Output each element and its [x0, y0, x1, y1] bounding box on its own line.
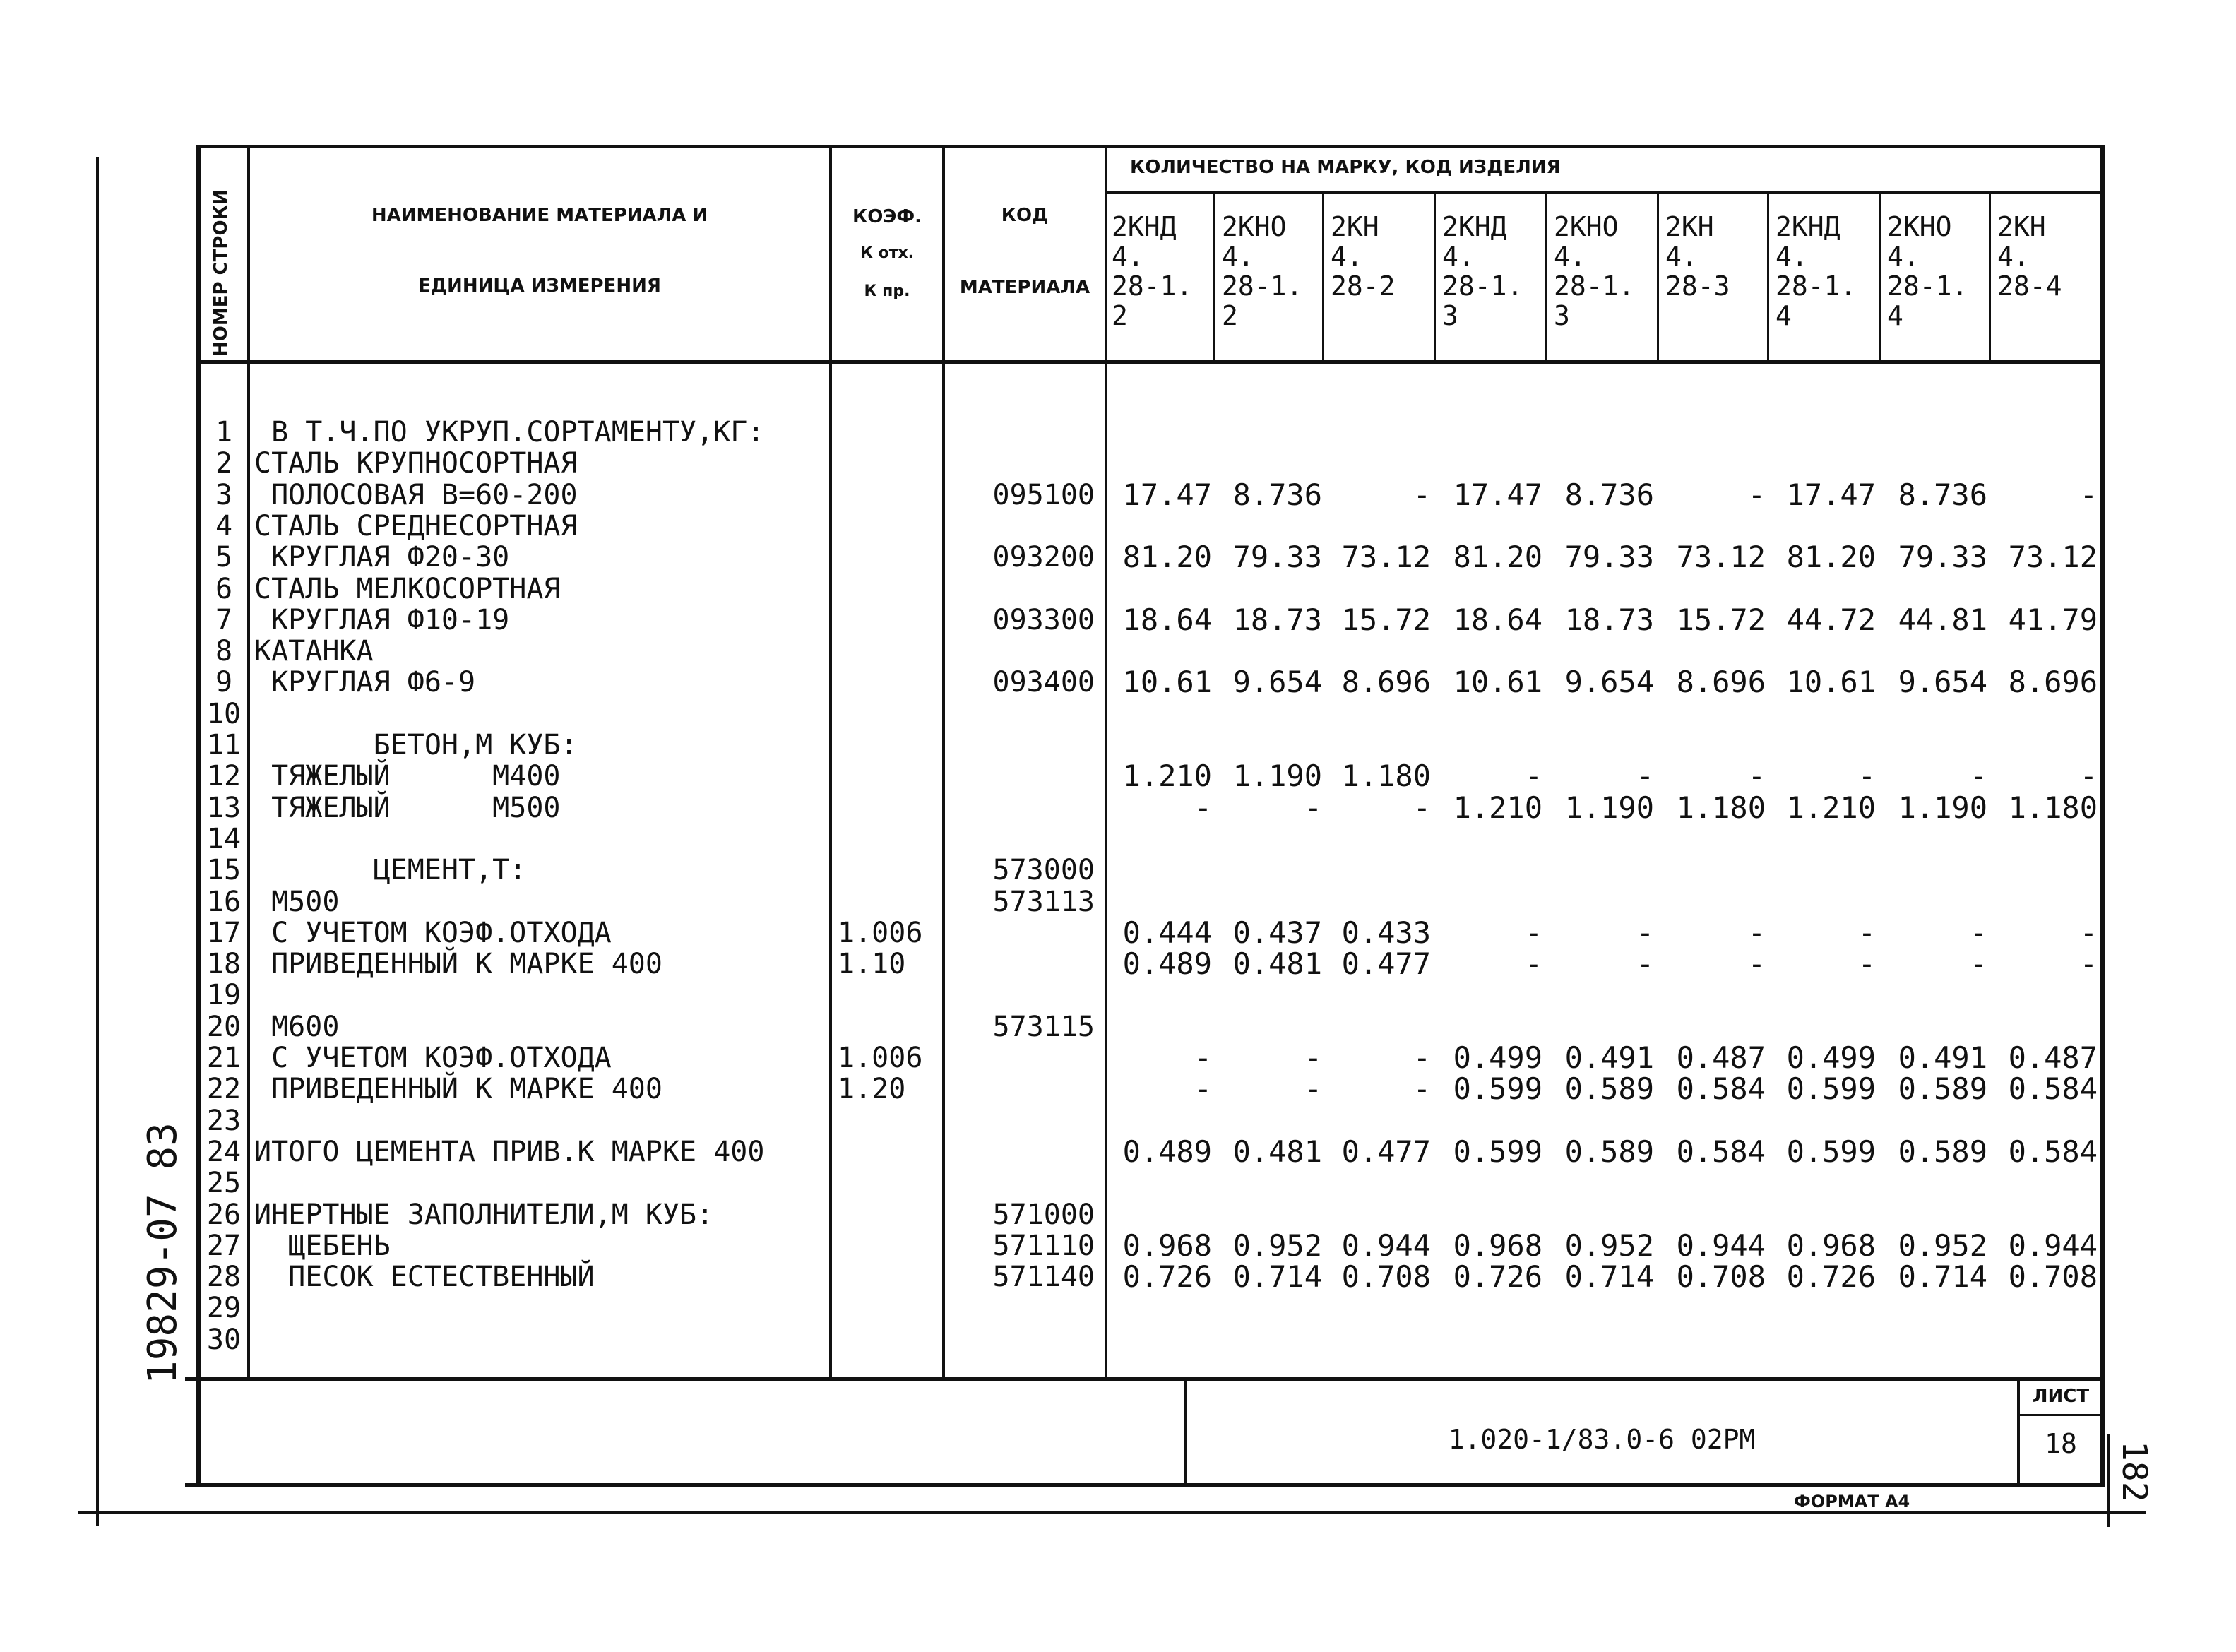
quantity-value: -	[1747, 946, 1766, 982]
quantity-value: 8.696	[1676, 665, 1766, 700]
quantity-value: 0.437	[1232, 915, 1322, 950]
quantity-value: 0.584	[1676, 1071, 1766, 1107]
sheet-box-mid	[2017, 1414, 2103, 1416]
row-number: 18	[206, 948, 242, 981]
material-code: 573113	[992, 885, 1095, 918]
row-number: 9	[215, 666, 233, 699]
quantity-value: 73.12	[1341, 540, 1431, 575]
quantity-value: -	[1413, 1071, 1431, 1107]
row-number: 26	[206, 1198, 242, 1231]
table-top-border	[198, 145, 2102, 148]
header-quantity: КОЛИЧЕСТВО НА МАРКУ, КОД ИЗДЕЛИЯ	[1130, 157, 1561, 178]
row-number: 5	[215, 541, 233, 574]
quantity-value: -	[1194, 1040, 1212, 1075]
doc-code: 1.020-1/83.0-6 02РМ	[1448, 1424, 1756, 1455]
header-material-name-2: ЕДИНИЦА ИЗМЕРЕНИЯ	[418, 275, 661, 297]
quantity-value: 1.180	[2008, 790, 2098, 825]
format-label: ФОРМАТ А4	[1794, 1492, 1910, 1511]
quantity-value: -	[1194, 1071, 1212, 1107]
quantity-value: 18.73	[1564, 602, 1654, 637]
material-name: ТЯЖЕЛЫЙ М500	[254, 791, 561, 824]
quantity-value: 0.444	[1122, 915, 1212, 950]
row-number: 6	[215, 572, 233, 605]
material-name: ЩЕБЕНЬ	[254, 1229, 391, 1262]
material-code: 571000	[992, 1198, 1095, 1231]
quantity-value: 0.599	[1453, 1134, 1542, 1169]
coef-value: 1.10	[838, 948, 906, 981]
mark-header-line: 2КНО	[1222, 211, 1287, 242]
mark-col-divider	[1213, 192, 1215, 362]
quantity-value: 0.726	[1786, 1259, 1876, 1295]
mark-header-line: 4	[1887, 300, 1903, 331]
row-number: 19	[206, 979, 242, 1012]
quantity-value: 0.589	[1564, 1134, 1654, 1169]
quantity-value: 0.952	[1232, 1228, 1322, 1263]
quantity-value: 0.714	[1898, 1259, 1987, 1295]
mark-header-line: 4.	[1331, 241, 1363, 272]
mark-header-line: 28-1.	[1112, 271, 1193, 302]
material-name: КАТАНКА	[254, 635, 374, 668]
left-stamp: 19829-07 83	[140, 1122, 186, 1384]
quantity-value: 8.696	[2008, 665, 2098, 700]
quantity-value: 9.654	[1564, 665, 1654, 700]
col-divider-coef	[942, 145, 945, 1379]
row-number: 3	[215, 478, 233, 511]
quantity-value: 1.210	[1122, 759, 1212, 794]
quantity-value: 15.72	[1341, 602, 1431, 637]
mark-header-line: 2КНД	[1112, 211, 1177, 242]
coef-value: 1.006	[838, 916, 923, 949]
quantity-value: 81.20	[1453, 540, 1542, 575]
quantity-value: 15.72	[1676, 602, 1766, 637]
header-coef-1: КОЭФ.	[852, 206, 922, 227]
quantity-value: -	[1304, 1040, 1322, 1075]
material-code: 571110	[992, 1229, 1095, 1262]
mark-header-line: 4.	[1442, 241, 1475, 272]
material-code: 093300	[992, 603, 1095, 636]
quantity-value: -	[1969, 915, 1987, 950]
material-name: БЕТОН,М КУБ:	[254, 729, 578, 761]
quantity-value: 0.714	[1232, 1259, 1322, 1295]
mark-header	[1112, 212, 1192, 331]
mark-header-line: 3	[1442, 300, 1458, 331]
quantity-value: -	[1857, 915, 1876, 950]
quantity-value: 17.47	[1453, 477, 1542, 512]
quantity-value: 0.708	[1341, 1259, 1431, 1295]
quantity-value: 0.944	[1341, 1228, 1431, 1263]
quantity-value: 79.33	[1232, 540, 1322, 575]
quantity-value: 0.477	[1341, 1134, 1431, 1169]
col-divider-rownum	[247, 145, 250, 1379]
quantity-value: 0.489	[1122, 946, 1212, 982]
row-number: 21	[206, 1042, 242, 1074]
row-number: 25	[206, 1167, 242, 1200]
mark-header	[1331, 212, 1396, 301]
material-name: СТАЛЬ СРЕДНЕСОРТНАЯ	[254, 509, 578, 542]
material-name: М600	[254, 1010, 340, 1043]
quantity-value: 0.433	[1341, 915, 1431, 950]
mark-header-line: 4.	[1222, 241, 1254, 272]
mark-header-line: 2КНО	[1887, 211, 1952, 242]
quantity-value: 1.180	[1341, 759, 1431, 794]
material-code: 095100	[992, 478, 1095, 511]
row-number: 7	[215, 603, 233, 636]
quantity-value: 0.726	[1122, 1259, 1212, 1295]
mark-header-line: 4.	[1997, 241, 2030, 272]
material-name: С УЧЕТОМ КОЭФ.ОТХОДА	[254, 916, 612, 949]
material-name: КРУГЛАЯ Ф10-19	[254, 603, 510, 636]
mark-header-line: 2КНО	[1554, 211, 1619, 242]
quantity-value: -	[2079, 477, 2098, 512]
quantity-value: 1.210	[1453, 790, 1542, 825]
quantity-value: 0.487	[2008, 1040, 2098, 1075]
quantity-value: 0.944	[1676, 1228, 1766, 1263]
quantity-value: -	[1857, 759, 1876, 794]
quantity-value: 1.210	[1786, 790, 1876, 825]
mark-header-line: 28-3	[1665, 271, 1730, 302]
body-bottom-border	[185, 1377, 2105, 1381]
mark-col-divider	[1322, 192, 1324, 362]
header-bottom-border	[198, 360, 2102, 364]
mark-header-line: 2КНД	[1776, 211, 1840, 242]
mark-header-line: 3	[1554, 300, 1570, 331]
mark-header-line: 28-4	[1997, 271, 2062, 302]
quantity-value: 9.654	[1232, 665, 1322, 700]
material-name: КРУГЛАЯ Ф20-30	[254, 541, 510, 574]
material-name: СТАЛЬ МЕЛКОСОРТНАЯ	[254, 572, 561, 605]
mark-header-line: 2КН	[1331, 211, 1379, 242]
row-number: 8	[215, 635, 233, 668]
row-number: 4	[215, 509, 233, 542]
row-number: 30	[206, 1323, 242, 1356]
table-right-border	[2100, 145, 2105, 1487]
mark-header-line: 4.	[1887, 241, 1920, 272]
mark-header	[1554, 212, 1634, 331]
mark-header-line: 2КН	[1665, 211, 1714, 242]
quantity-value: 0.599	[1786, 1134, 1876, 1169]
row-number: 24	[206, 1135, 242, 1168]
quantity-value: 9.654	[1898, 665, 1987, 700]
mark-header-line: 2	[1112, 300, 1128, 331]
row-number: 17	[206, 916, 242, 949]
mark-header-line: 4.	[1665, 241, 1698, 272]
mark-header-line: 2	[1222, 300, 1238, 331]
quantity-value: 0.491	[1564, 1040, 1654, 1075]
quantity-value: 18.64	[1122, 602, 1212, 637]
mark-header-line: 28-1.	[1776, 271, 1857, 302]
quantity-value: -	[1636, 915, 1654, 950]
quantity-value: 8.736	[1564, 477, 1654, 512]
sheet-number: 18	[2045, 1428, 2077, 1459]
mark-header	[1776, 212, 1856, 331]
mark-col-divider	[1545, 192, 1547, 362]
row-number: 11	[206, 729, 242, 761]
quantity-value: 0.589	[1564, 1071, 1654, 1107]
quantity-value: 0.599	[1453, 1071, 1542, 1107]
row-number: 2	[215, 447, 233, 480]
quantity-value: -	[1524, 759, 1542, 794]
header-code-1: КОД	[1001, 205, 1049, 226]
quantity-value: -	[1747, 759, 1766, 794]
quantity-value: 0.584	[2008, 1134, 2098, 1169]
row-number: 22	[206, 1073, 242, 1106]
material-code: 093200	[992, 541, 1095, 574]
header-coef-3: К пр.	[864, 283, 910, 300]
mark-header-line: 28-1.	[1554, 271, 1635, 302]
quantity-value: 0.952	[1898, 1228, 1987, 1263]
mark-col-divider	[1767, 192, 1769, 362]
quantity-value: 73.12	[1676, 540, 1766, 575]
quantity-value: 0.968	[1122, 1228, 1212, 1263]
material-name: СТАЛЬ КРУПНОСОРТНАЯ	[254, 447, 578, 480]
quantity-value: -	[1524, 915, 1542, 950]
mark-header-line: 4.	[1112, 241, 1144, 272]
right-margin-line	[2107, 1434, 2110, 1527]
material-name: В Т.Ч.ПО УКРУП.СОРТАМЕНТУ,КГ:	[254, 416, 765, 448]
quantity-value: 10.61	[1122, 665, 1212, 700]
marks-top-border	[1106, 191, 2102, 194]
quantity-value: -	[2079, 946, 2098, 982]
material-code: 573000	[992, 854, 1095, 887]
quantity-value: 0.481	[1232, 1134, 1322, 1169]
quantity-value: -	[1304, 1071, 1322, 1107]
row-number: 14	[206, 822, 242, 855]
mark-header	[1222, 212, 1302, 331]
sheet-label: ЛИСТ	[2032, 1386, 2090, 1407]
material-name: ПОЛОСОВАЯ В=60-200	[254, 478, 578, 511]
quantity-value: -	[1194, 790, 1212, 825]
mark-header-line: 28-2	[1331, 271, 1396, 302]
quantity-value: 10.61	[1786, 665, 1876, 700]
quantity-value: 8.696	[1341, 665, 1431, 700]
row-number: 20	[206, 1010, 242, 1043]
row-number: 13	[206, 791, 242, 824]
quantity-value: 8.736	[1898, 477, 1987, 512]
header-coef-2: К отх.	[860, 244, 915, 262]
table-bottom-border	[185, 1483, 2105, 1487]
quantity-value: 0.477	[1341, 946, 1431, 982]
row-number: 23	[206, 1104, 242, 1137]
quantity-value: 0.487	[1676, 1040, 1766, 1075]
quantity-value: 0.584	[2008, 1071, 2098, 1107]
coef-value: 1.006	[838, 1042, 923, 1074]
quantity-value: 0.489	[1122, 1134, 1212, 1169]
quantity-value: -	[2079, 915, 2098, 950]
mark-header	[1997, 212, 2062, 301]
mark-header	[1665, 212, 1730, 301]
quantity-value: -	[2079, 759, 2098, 794]
quantity-value: 44.81	[1898, 602, 1987, 637]
quantity-value: 0.499	[1453, 1040, 1542, 1075]
quantity-value: 0.491	[1898, 1040, 1987, 1075]
quantity-value: 0.944	[2008, 1228, 2098, 1263]
material-name: ПРИВЕДЕННЫЙ К МАРКЕ 400	[254, 948, 662, 981]
row-number: 12	[206, 760, 242, 793]
material-code: 573115	[992, 1010, 1095, 1043]
row-number: 29	[206, 1292, 242, 1325]
quantity-value: -	[1857, 946, 1876, 982]
mark-header-line: 4.	[1776, 241, 1808, 272]
quantity-value: 0.481	[1232, 946, 1322, 982]
material-name: ПЕСОК ЕСТЕСТВЕННЫЙ	[254, 1261, 595, 1294]
quantity-value: 0.952	[1564, 1228, 1654, 1263]
quantity-value: -	[1636, 759, 1654, 794]
side-number: 182	[2115, 1441, 2154, 1502]
quantity-value: -	[1413, 1040, 1431, 1075]
quantity-value: 0.599	[1786, 1071, 1876, 1107]
mark-header-line: 2КН	[1997, 211, 2046, 242]
row-number: 27	[206, 1229, 242, 1262]
quantity-value: 44.72	[1786, 602, 1876, 637]
mark-header-line: 28-1.	[1222, 271, 1303, 302]
quantity-value: 10.61	[1453, 665, 1542, 700]
quantity-value: 17.47	[1122, 477, 1212, 512]
quantity-value: 0.589	[1898, 1071, 1987, 1107]
quantity-value: 17.47	[1786, 477, 1876, 512]
material-code: 093400	[992, 666, 1095, 699]
material-name: С УЧЕТОМ КОЭФ.ОТХОДА	[254, 1042, 612, 1074]
header-row-number: НОМЕР СТРОКИ	[210, 189, 232, 357]
col-divider-name	[829, 145, 832, 1379]
mark-header-line: 4.	[1554, 241, 1586, 272]
mark-header-line: 28-1.	[1887, 271, 1968, 302]
material-name: ИНЕРТНЫЕ ЗАПОЛНИТЕЛИ,М КУБ:	[254, 1198, 714, 1231]
quantity-value: 79.33	[1898, 540, 1987, 575]
coef-value: 1.20	[838, 1073, 906, 1106]
mark-col-divider	[1434, 192, 1436, 362]
quantity-value: 1.190	[1232, 759, 1322, 794]
quantity-value: 0.714	[1564, 1259, 1654, 1295]
quantity-value: -	[1969, 759, 1987, 794]
quantity-value: 0.708	[1676, 1259, 1766, 1295]
quantity-value: 0.499	[1786, 1040, 1876, 1075]
material-name: ТЯЖЕЛЫЙ М400	[254, 760, 561, 793]
material-name: М500	[254, 885, 340, 918]
header-code-2: МАТЕРИАЛА	[959, 277, 1090, 298]
quantity-value: -	[1304, 790, 1322, 825]
mark-col-divider	[1879, 192, 1881, 362]
quantity-value: 0.708	[2008, 1259, 2098, 1295]
table-left-border	[196, 145, 201, 1487]
quantity-value: -	[1969, 946, 1987, 982]
quantity-value: 79.33	[1564, 540, 1654, 575]
material-name: ЦЕМЕНТ,Т:	[254, 854, 527, 887]
quantity-value: 0.968	[1453, 1228, 1542, 1263]
quantity-value: -	[1413, 477, 1431, 512]
quantity-value: 81.20	[1122, 540, 1212, 575]
quantity-value: 81.20	[1786, 540, 1876, 575]
quantity-value: 8.736	[1232, 477, 1322, 512]
quantity-value: 1.180	[1676, 790, 1766, 825]
mark-header-line: 28-1.	[1442, 271, 1523, 302]
row-number: 1	[215, 416, 233, 448]
quantity-value: -	[1747, 915, 1766, 950]
quantity-value: 1.190	[1898, 790, 1987, 825]
quantity-value: -	[1636, 946, 1654, 982]
outer-left-line	[96, 157, 99, 1526]
quantity-value: 0.589	[1898, 1134, 1987, 1169]
quantity-value: -	[1524, 946, 1542, 982]
quantity-value: 0.584	[1676, 1134, 1766, 1169]
mark-header-line: 4	[1776, 300, 1792, 331]
mark-header-line: 2КНД	[1442, 211, 1507, 242]
material-name: КРУГЛАЯ Ф6-9	[254, 666, 476, 699]
material-name: ПРИВЕДЕННЫЙ К МАРКЕ 400	[254, 1073, 662, 1106]
material-name: ИТОГО ЦЕМЕНТА ПРИВ.К МАРКЕ 400	[254, 1135, 765, 1168]
quantity-value: 18.73	[1232, 602, 1322, 637]
outer-bottom-line	[78, 1511, 2146, 1514]
quantity-value: 1.190	[1564, 790, 1654, 825]
mark-col-divider	[1989, 192, 1991, 362]
quantity-value: 0.968	[1786, 1228, 1876, 1263]
quantity-value: -	[1413, 790, 1431, 825]
quantity-value: 0.726	[1453, 1259, 1542, 1295]
row-number: 10	[206, 697, 242, 730]
mark-header	[1442, 212, 1523, 331]
mark-col-divider	[1657, 192, 1659, 362]
quantity-value: 73.12	[2008, 540, 2098, 575]
material-code: 571140	[992, 1261, 1095, 1294]
quantity-value: 18.64	[1453, 602, 1542, 637]
quantity-value: 41.79	[2008, 602, 2098, 637]
header-material-name-1: НАИМЕНОВАНИЕ МАТЕРИАЛА И	[371, 205, 708, 226]
row-number: 15	[206, 854, 242, 887]
row-number: 28	[206, 1261, 242, 1294]
row-number: 16	[206, 885, 242, 918]
mark-header	[1887, 212, 1968, 331]
quantity-value: -	[1747, 477, 1766, 512]
